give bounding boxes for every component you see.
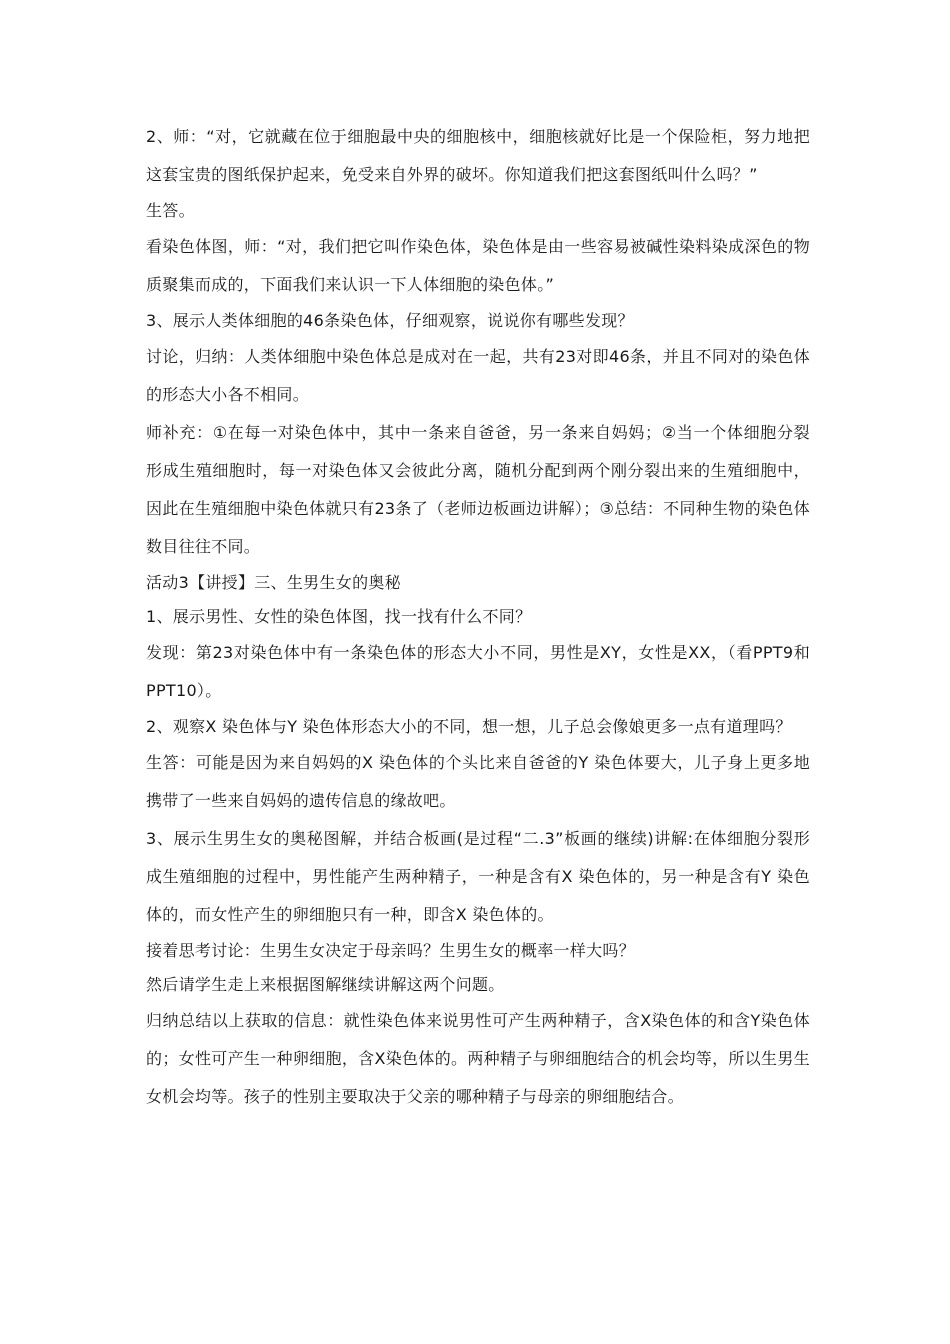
document-body	[146, 118, 810, 1116]
paragraph-discovery-xy-xx: 发现：第23对染色体中有一条染色体的形态大小不同，男性是XY，女性是XX，（看PPT9和PPT10）。	[146, 643, 810, 700]
paragraph-student-answer-1: 生答。	[146, 201, 195, 220]
paragraph-observe-x-y: 2、观察X 染色体与Y 染色体形态大小的不同，想一想，儿子总会像娘更多一点有道理吗？	[146, 717, 792, 736]
paragraph-teacher-nucleus: 2、师：“对，它就藏在位于细胞最中央的细胞核中，细胞核就好比是一个保险柜，努力地把这套宝贵的图纸保护起来，免受来自外界的破坏。你知道我们把这套图纸叫什么吗？”	[146, 127, 810, 184]
section-heading-activity-3: 活动3【讲授】三、生男生女的奥秘	[146, 573, 401, 592]
paragraph-think-discuss: 接着思考讨论：生男生女决定于母亲吗？生男生女的概率一样大吗？	[146, 941, 636, 960]
paragraph-teacher-supplement: 师补充：①在每一对染色体中，其中一条来自爸爸，另一条来自妈妈；②当一个体细胞分裂形成生殖细胞时，每一对染色体又会彼此分离，随机分配到两个刚分裂出来的生殖细胞中，因此在生殖细胞中染色体就只有23条了（老师边板画边讲解）；③总结：不同种生物的染色体数目往往不同。	[146, 423, 810, 556]
paragraph-discussion-summary: 讨论，归纳：人类体细胞中染色体总是成对在一起，共有23对即46条，并且不同对的染色体的形态大小各不相同。	[146, 347, 810, 404]
paragraph-show-male-female: 1、展示男性、女性的染色体图，找一找有什么不同？	[146, 607, 532, 626]
paragraph-student-answer-2: 生答：可能是因为来自妈妈的X 染色体的个头比来自爸爸的Y 染色体要大，儿子身上更多地携带了一些来自妈妈的遗传信息的缘故吧。	[146, 753, 810, 810]
paragraph-students-explain: 然后请学生走上来根据图解继续讲解这两个问题。	[146, 975, 505, 994]
paragraph-show-46-chromosomes: 3、展示人类体细胞的46条染色体，仔细观察，说说你有哪些发现？	[146, 311, 634, 330]
paragraph-conclusion: 归纳总结以上获取的信息：就性染色体来说男性可产生两种精子，含X染色体的和含Y染色体的；女性可产生一种卵细胞，含X染色体的。两种精子与卵细胞结合的机会均等，所以生男生女机会均等。孩子的性别主要取决于父亲的哪种精子与母亲的卵细胞结合。	[146, 1011, 810, 1106]
paragraph-chromosome-intro: 看染色体图，师：“对，我们把它叫作染色体，染色体是由一些容易被碱性染料染成深色的物质聚集而成的，下面我们来认识一下人体细胞的染色体。”	[146, 237, 810, 294]
paragraph-show-diagram: 3、展示生男生女的奥秘图解，并结合板画(是过程“二.3”板画的继续)讲解:在体细胞分裂形成生殖细胞的过程中，男性能产生两种精子，一种是含有X 染色体的，另一种是含有Y 染色体的，而女性产生的卵细胞只有一种，即含X 染色体的。	[146, 829, 810, 924]
